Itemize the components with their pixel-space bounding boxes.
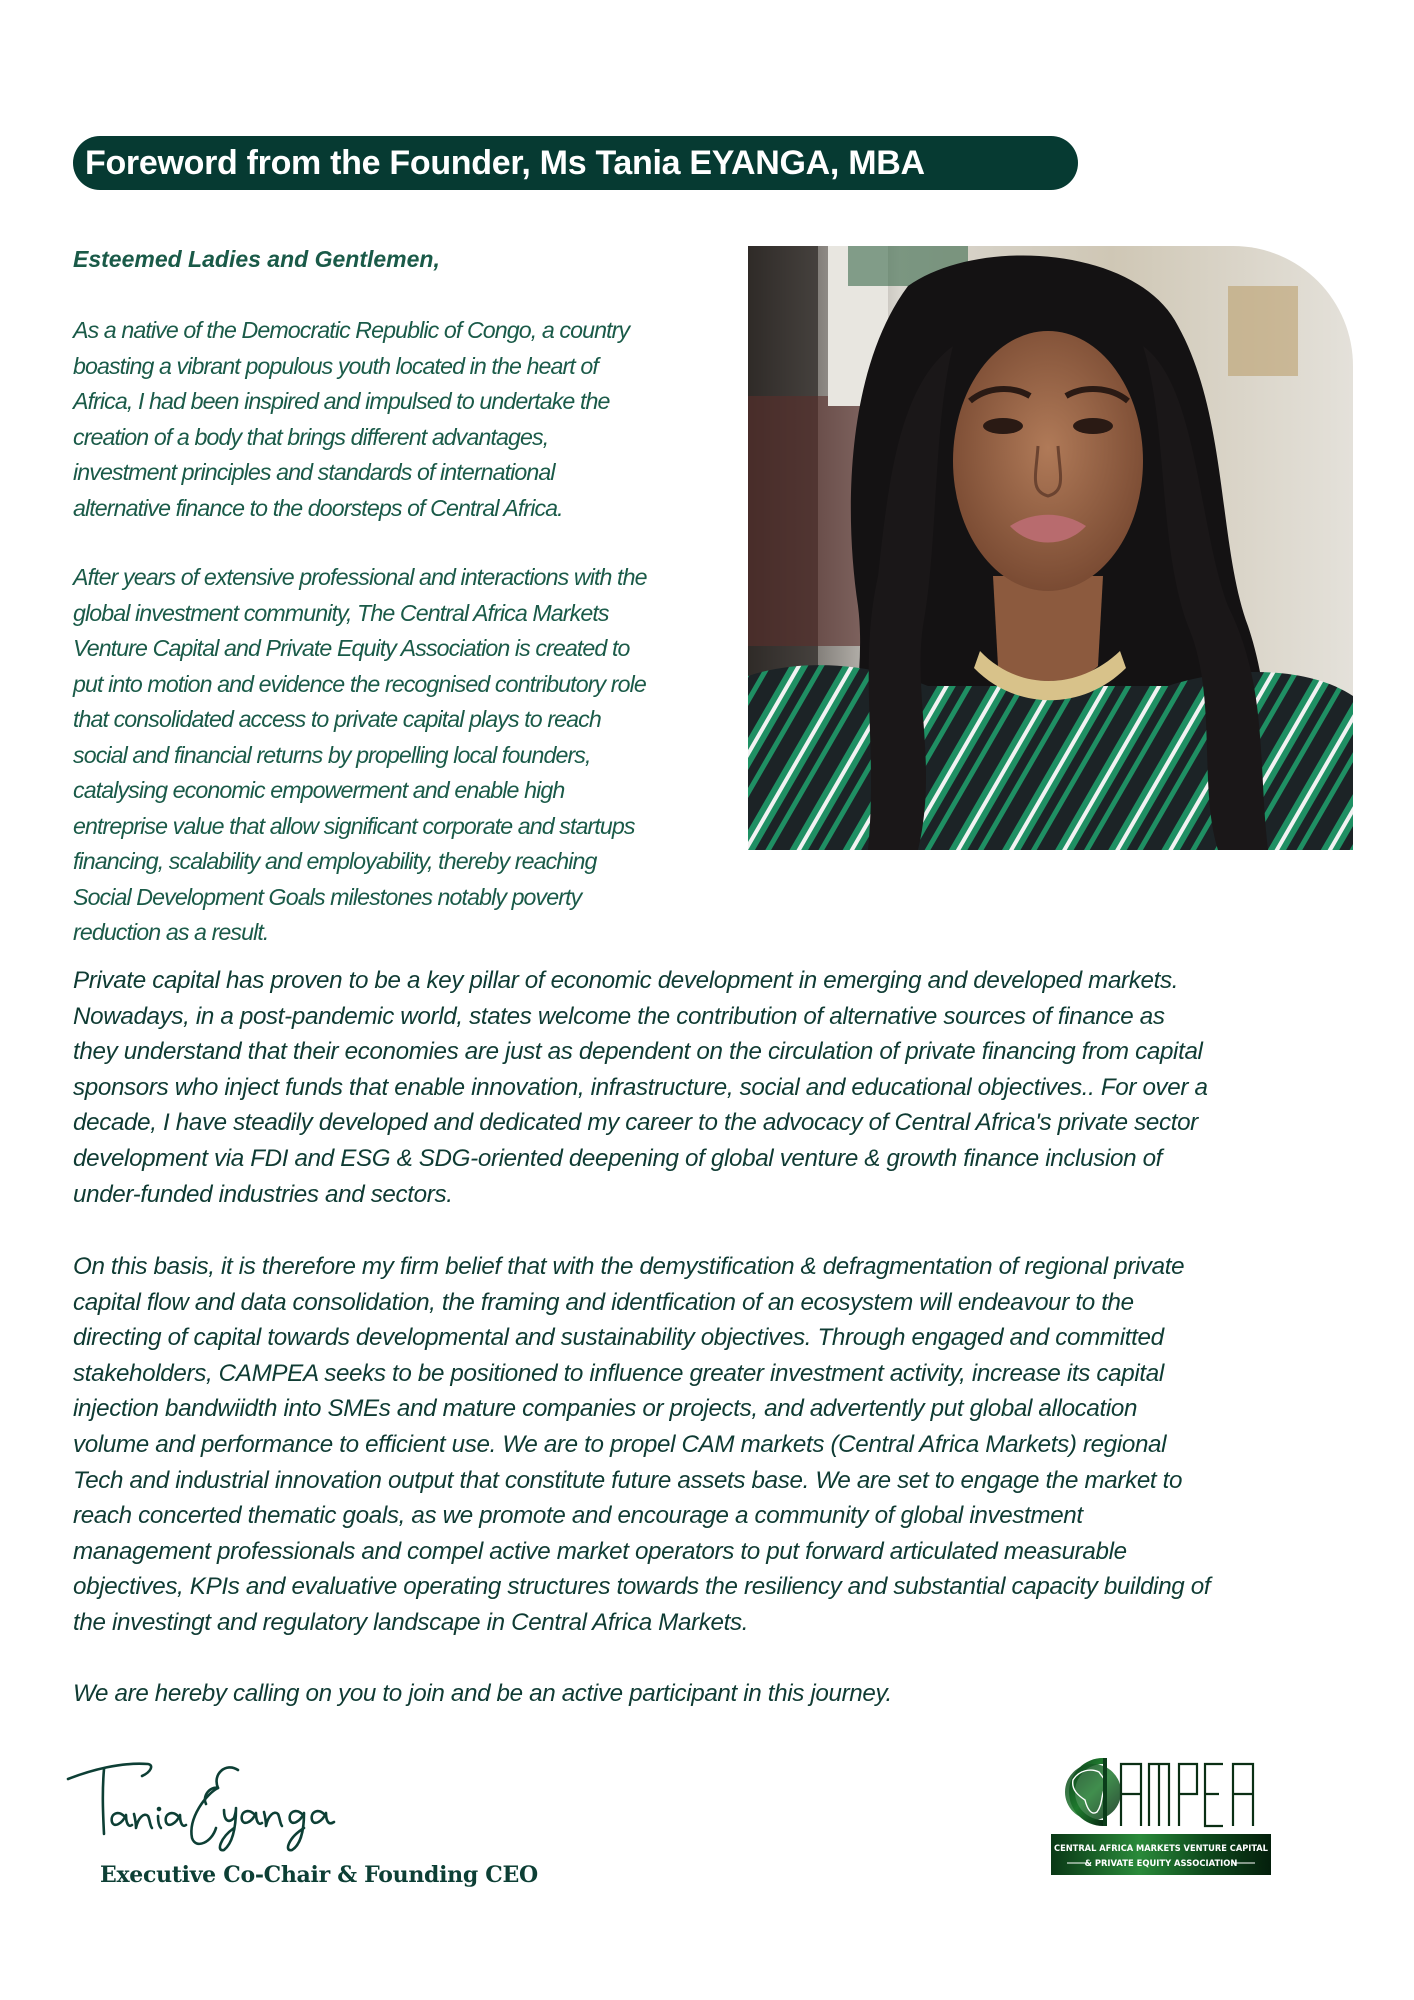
section-title-banner xyxy=(73,136,1078,190)
paragraph-line: stakeholders, CAMPEA seeks to be positioned to influence greater investment activity, increase its capital xyxy=(73,1359,1164,1387)
paragraph-line: reduction as a result. xyxy=(73,919,269,945)
handwritten-signature xyxy=(66,1752,366,1852)
campea-logo xyxy=(1051,1750,1271,1875)
paragraph-line: investment principles and standards of international xyxy=(73,459,555,485)
paragraph-line: After years of extensive professional and interactions with the xyxy=(73,564,647,590)
intro-paragraph xyxy=(73,313,745,526)
paragraph-line: catalysing economic empowerment and enable high xyxy=(73,777,565,803)
paragraph-line: objectives, KPIs and evaluative operating structures towards the resiliency and substantial capacity building of xyxy=(73,1573,1211,1601)
paragraph-line: On this basis, it is therefore my firm belief that with the demystification & defragmentation of regional private xyxy=(73,1253,1185,1280)
paragraph-line: injection bandwiidth into SMEs and mature companies or projects, and advertently put global allocation xyxy=(73,1395,1138,1423)
paragraph-line: sponsors who inject funds that enable innovation, infrastructure, social and educational objectives.. For over a xyxy=(73,1073,1208,1101)
paragraph-line: boasting a vibrant populous youth located in the heart of xyxy=(73,352,598,379)
paragraph-line: Nowadays, in a post-pandemic world, states welcome the contribution of alternative sources of finance as xyxy=(73,1002,1165,1030)
paragraph-line: reach concerted thematic goals, as we promote and encourage a community of global investment xyxy=(73,1502,1083,1530)
paragraph-line: alternative finance to the doorsteps of Central Africa. xyxy=(73,494,563,521)
closing-paragraph xyxy=(73,1676,1363,1712)
paragraph-line: management professionals and compel active market operators to put forward articulated measurable xyxy=(73,1537,1127,1565)
paragraph-line: they understand that their economies are just as dependent on the circulation of private financing from capital xyxy=(73,1038,1203,1066)
paragraph-line: Social Development Goals milestones notably poverty xyxy=(73,883,582,910)
paragraph-line: Tech and industrial innovation output that constitute future assets base. We are set to engage the market to xyxy=(73,1466,1183,1494)
logo-line2: & PRIVATE EQUITY ASSOCIATION xyxy=(1084,1858,1238,1868)
second-paragraph xyxy=(73,560,745,951)
paragraph-line: entreprise value that allow significant corporate and startups xyxy=(73,812,635,839)
paragraph-line: As a native of the Democratic Republic of Congo, a country xyxy=(73,317,630,343)
paragraph-line: volume and performance to efficient use. We are to propel CAM markets (Central Africa Markets) regional xyxy=(73,1430,1167,1458)
paragraph-line: that consolidated access to private capital plays to reach xyxy=(73,706,601,732)
paragraph-line: global investment community, The Central Africa Markets xyxy=(73,599,609,626)
paragraph-line: the investingt and regulatory landscape in Central Africa Markets. xyxy=(73,1608,749,1636)
paragraph-line: Private capital has proven to be a key pillar of economic development in emerging and developed markets. xyxy=(73,967,1179,994)
founder-portrait-photo xyxy=(748,246,1353,850)
page-title: Foreword from the Founder, Ms Tania EYANGA, MBA xyxy=(85,143,925,182)
paragraph-line: under-funded industries and sectors. xyxy=(73,1180,453,1208)
salutation: Esteemed Ladies and Gentlemen, xyxy=(73,246,440,272)
paragraph-line: capital flow and data consolidation, the framing and identfication of an ecosystem will endeavour to the xyxy=(73,1288,1134,1316)
signatory-title: Executive Co-Chair & Founding CEO xyxy=(100,1862,538,1888)
paragraph-line: decade, I have steadily developed and dedicated my career to the advocacy of Central Africa's private sector xyxy=(73,1109,1198,1137)
paragraph-line: creation of a body that brings different advantages, xyxy=(73,423,549,450)
paragraph-line: directing of capital towards developmental and sustainability objectives. Through engaged and committed xyxy=(73,1324,1164,1352)
paragraph-line: Venture Capital and Private Equity Association is created to xyxy=(73,635,630,661)
paragraph-line: We are hereby calling on you to join and be an active participant in this journey. xyxy=(73,1680,892,1707)
logo-line1: CENTRAL AFRICA MARKETS VENTURE CAPITAL xyxy=(1054,1843,1268,1854)
paragraph-line: social and financial returns by propelling local founders, xyxy=(73,741,591,768)
fourth-paragraph xyxy=(73,1249,1363,1641)
third-paragraph xyxy=(73,963,1363,1212)
paragraph-line: put into motion and evidence the recognised contributory role xyxy=(73,670,646,697)
paragraph-line: Africa, I had been inspired and impulsed to undertake the xyxy=(73,388,610,414)
paragraph-line: financing, scalability and employability, thereby reaching xyxy=(73,848,597,874)
paragraph-line: development via FDI and ESG & SDG-oriented deepening of global venture & growth finance inclusion of xyxy=(73,1144,1163,1172)
